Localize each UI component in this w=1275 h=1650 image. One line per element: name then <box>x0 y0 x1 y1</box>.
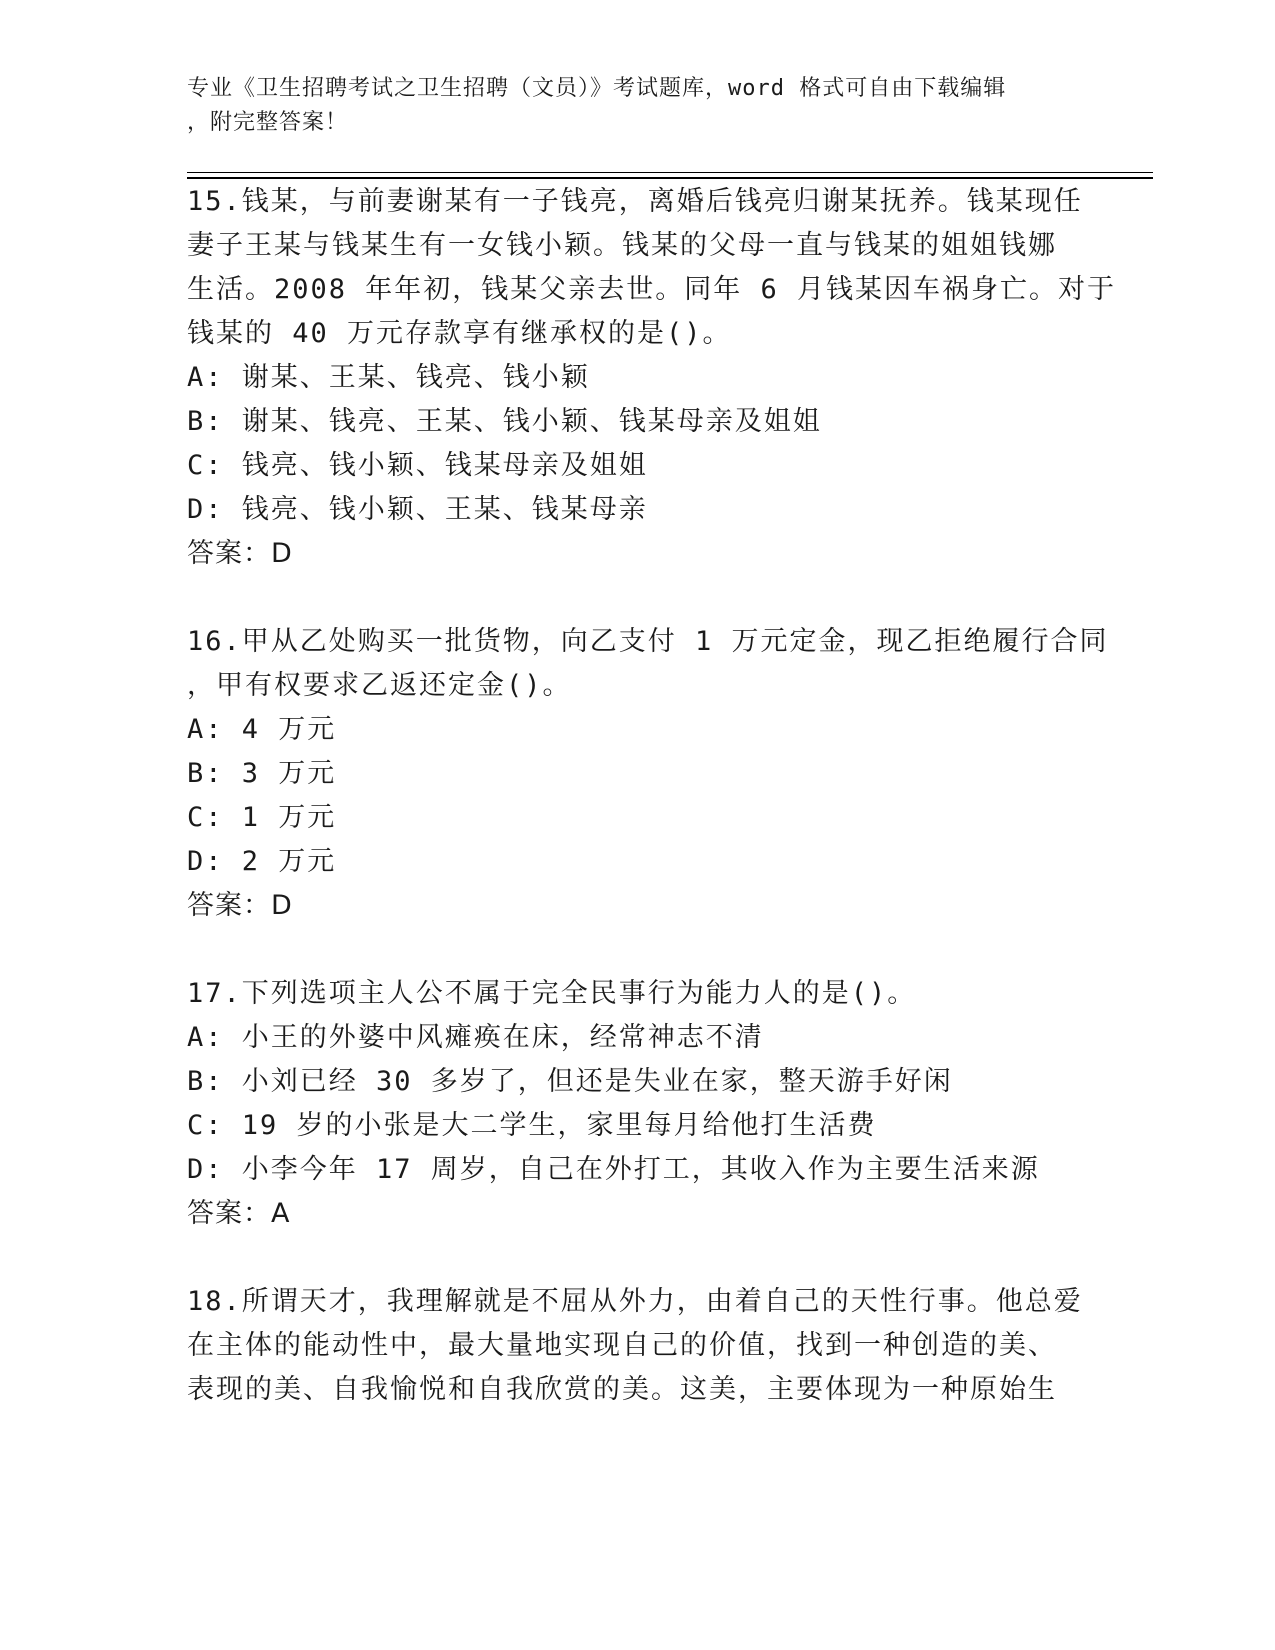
header-line-1: 专业《卫生招聘考试之卫生招聘（文员）》考试题库，word 格式可自由下载编辑 <box>187 76 1007 101</box>
option-c: C: 钱亮、钱小颖、钱某母亲及姐姐 <box>187 450 648 481</box>
question-stem-line: 15.钱某，与前妻谢某有一子钱亮，离婚后钱亮归谢某抚养。钱某现任 <box>187 186 1083 217</box>
question-stem-line: ，甲有权要求乙返还定金()。 <box>187 670 572 701</box>
option-b: B: 谢某、钱亮、王某、钱小颖、钱某母亲及姐姐 <box>187 406 822 437</box>
option-b: B: 小刘已经 30 多岁了，但还是失业在家，整天游手好闲 <box>187 1066 953 1097</box>
answer-line: 答案：A <box>187 1198 291 1229</box>
header-line-2: ，附完整答案！ <box>187 110 349 135</box>
answer-line: 答案：D <box>187 890 293 921</box>
header-divider-thick <box>187 177 1153 179</box>
question-stem-line: 钱某的 40 万元存款享有继承权的是()。 <box>187 318 732 349</box>
option-d: D: 钱亮、钱小颖、王某、钱某母亲 <box>187 494 648 525</box>
document-header <box>187 72 1067 140</box>
header-divider-thin <box>187 172 1153 173</box>
question-stem-line: 在主体的能动性中，最大量地实现自己的价值，找到一种创造的美、 <box>187 1330 1057 1361</box>
question-stem-line: 妻子王某与钱某生有一女钱小颖。钱某的父母一直与钱某的姐姐钱娜 <box>187 230 1057 261</box>
option-a: A: 4 万元 <box>187 714 337 745</box>
answer-line: 答案：D <box>187 538 293 569</box>
option-c: C: 19 岁的小张是大二学生，家里每月给他打生活费 <box>187 1110 877 1141</box>
option-d: D: 小李今年 17 周岁，自己在外打工，其收入作为主要生活来源 <box>187 1154 1040 1185</box>
option-a: A: 小王的外婆中风瘫痪在床，经常神志不清 <box>187 1022 764 1053</box>
option-b: B: 3 万元 <box>187 758 337 789</box>
question-stem-line: 表现的美、自我愉悦和自我欣赏的美。这美，主要体现为一种原始生 <box>187 1374 1057 1405</box>
question-stem-line: 17.下列选项主人公不属于完全民事行为能力人的是()。 <box>187 978 917 1009</box>
question-stem-line: 18.所谓天才，我理解就是不屈从外力，由着自己的天性行事。他总爱 <box>187 1286 1083 1317</box>
option-d: D: 2 万元 <box>187 846 337 877</box>
option-c: C: 1 万元 <box>187 802 337 833</box>
question-stem-line: 16.甲从乙处购买一批货物，向乙支付 1 万元定金，现乙拒绝履行合同 <box>187 626 1109 657</box>
option-a: A: 谢某、王某、钱亮、钱小颖 <box>187 362 590 393</box>
question-stem-line: 生活。2008 年年初，钱某父亲去世。同年 6 月钱某因车祸身亡。对于 <box>187 274 1117 305</box>
